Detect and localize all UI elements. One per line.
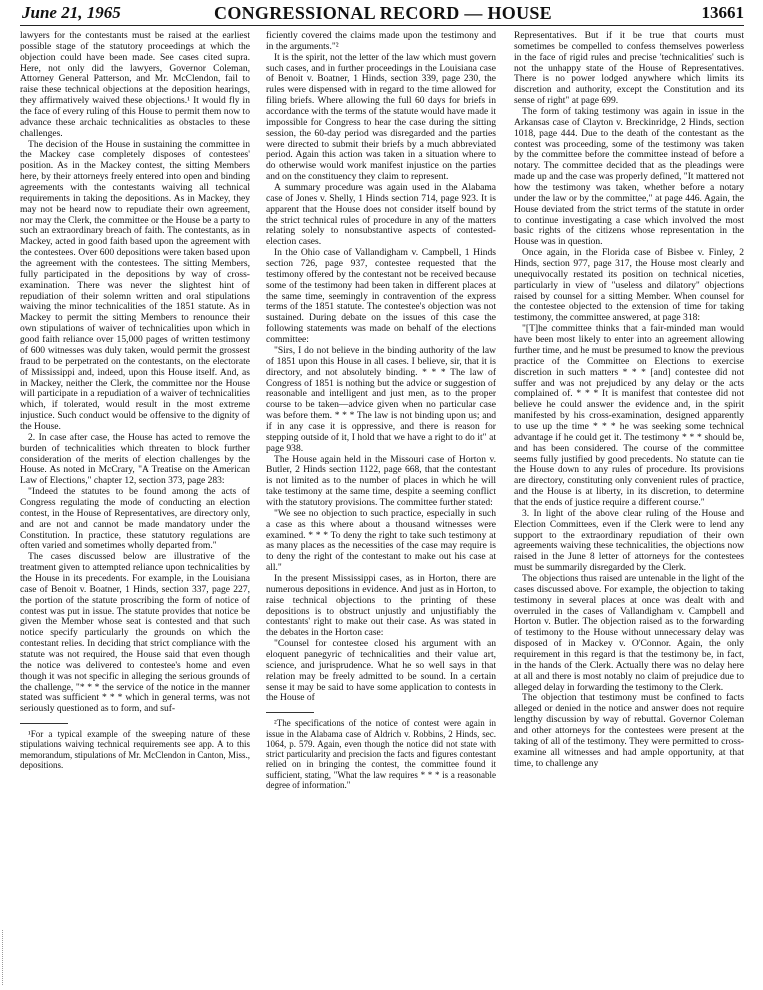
paragraph: A summary procedure was again used in the Alabama case of Jones v. Shelly, 1 Hinds section 714, page 923. It is apparent that the House does not consider itself bound by the strict technical rules of procedure in any of the matters relating solely to nonsubstantive aspects of contested-election cases. xyxy=(266,182,496,248)
paragraph: The objection that testimony must be confined to facts alleged or denied in the notice and answer does not require lengthy discussion by way of rebuttal. Governor Coleman and other attorneys for the contestees were present at the taking of all of the testimony. They were permitted to cross-examine all witnesses and had ample opportunity, at that time, to challenge any xyxy=(514,692,744,769)
paragraph: The objections thus raised are untenable in the light of the cases discussed above. For example, the objection to taking testimony in several places at once was dealt with and overruled in the cases of Vallandigham v. Campbell and Horton v. Butler. The objection raised as to the forwarding of testimony to the House without unnecessary delay was disposed of in Mackey v. O'Connor. Again, the only requirement in this regard is that the testimony be, in fact, in the hands of the Clerk. Actually there was no delay here at all and there is most notably no claim of prejudice due to alleged delay in forwarding the testimony to the Clerk. xyxy=(514,572,744,693)
quotation: "We see no objection to such practice, especially in such a case as this where about a thousand witnesses were examined. * * * To deny the right to take such testimony at as many places as the necessities of the case may require is to deny the right of the contestant to make out his case at all." xyxy=(266,507,496,574)
paragraph: The cases discussed below are illustrative of the treatment given to attempted reliance upon technicalities by the House in its precedents. For example, in the Louisiana case of Benoit v. Boatner, 1 Hinds, section 337, page 227, the portion of the statute proscribing the form of notice of contest was put in issue. The statute provides that notice be given the Member whose seat is contested and that such notice specify particularly the grounds on which the contestant relies. In deciding that strict compliance with the statute was not required, the House said that even though the notice was delivered to contestee's home and even though it was not specific in alleging the serious grounds of the challenge, "* * * the service of the notice in the manner stated was sufficient * * * which in general terms, was not seriously questioned as to form, and suf- xyxy=(20,551,250,715)
footnote-rule xyxy=(20,723,68,724)
paragraph: The form of taking testimony was again in issue in the Arkansas case of Clayton v. Breckinridge, 2 Hinds, section 1018, page 444. Due to the death of the contestant as the contest was proceeding, some of the testimony was taken by the committee before the committee instead of before a notary. The committee decided that as the pleadings were made up and the case was properly defined, "It mattered not how the testimony was taken, whether before a notary under the law or by the committee," at page 446. Again, the House deviated from the strict terms of the statute in order to continue investigating a case which involved the most basic rights of the citizens whose representation in the House was in question. xyxy=(514,106,744,248)
quotation: "Indeed the statutes to be found among the acts of Congress regulating the mode of conducting an election contest, in the House of Representatives, are directory only, and are not and cannot be made mandatory under the Constitution. In practice, these statutory regulations are often varied and sometimes wholly departed from." xyxy=(20,486,250,552)
scan-margin-mark xyxy=(2,930,9,985)
paragraph: In the present Mississippi cases, as in Horton, there are numerous depositions in evidence. And just as in Horton, to raise technical objections to the printing of these depositions is to obstruct unjustly and unjustifiably the contestants' right to make out their case. As was stated in the debates in the Horton case: xyxy=(266,572,496,639)
footnote: ²The specifications of the notice of contest were again in issue in the Alabama case of Aldrich v. Robbins, 2 Hinds, sec. 1064, p. 579. Again, even though the notice did not state with strict particularity and precision the facts and figures contestant relied on in bringing the contest, the committee found it sufficient, stating, "What the law requires * * * is a reasonable degree of information." xyxy=(266,718,496,791)
column-1 xyxy=(20,31,250,986)
header-date: June 21, 1965 xyxy=(22,3,121,22)
quotation: "[T]he committee thinks that a fair-minded man would have been most likely to enter into an agreement allowing further time, and he must be presumed to know the previous practice of the Committee on Elections to exercise discretion in such matters * * * [and] contestee did not suffer and was not prejudiced by any delay or the acts complained of. * * * It is manifest that contestee did not believe he could answer the evidence and, in the spirit manifested by his cross-examination, designed apparently to use up the time * * * he was seeking some technical advantage if he could get it. The testimony * * * should be, and has been considered. The course of the committee seems fully justified by good precedents. No statute can tie the House down to any rules of procedure. Its provisions are directory, constituting only convenient rules of practice, and the House is at liberty, in its discretion, to determine that the ends of justice require a different course." xyxy=(514,323,744,508)
paragraph: The House again held in the Missouri case of Horton v. Butler, 2 Hinds section 1122, page 668, that the contestant is not limited as to the number of places in which he will take testimony at the same time, despite a seeming conflict with the statutory provisions. The committee further stated: xyxy=(266,453,496,508)
header-title: CONGRESSIONAL RECORD — HOUSE xyxy=(214,3,552,23)
paragraph: Representatives. But if it be true that courts must sometimes be compelled to confess themselves powerless in the face of rigid rules and precise 'technicalities' such is not the unhappy state of the House of Representatives. There is no power lodged anywhere which limits its discretion and authority, except the Constitution and its sense of right" at page 699. xyxy=(514,31,744,107)
column-2 xyxy=(266,31,496,986)
footnote-rule xyxy=(266,712,314,713)
paragraph: It is the spirit, not the letter of the law which must govern such cases, and in further proceedings in the Louisiana case of Benoit v. Boatner, 1 Hinds, section 339, page 230, the rules were dispensed with in regard to the time allowed for filing briefs. Where allowing the full 60 days for briefs in accordance with the terms of the statute would have made it impossible for Congress to hear the case during the sitting session, the 60-day period was disregarded and the parties were directed to submit their briefs by a much abbreviated period. Again this action was taken in a situation where to do otherwise would work manifest injustice on the parties and on the constituency they claim to represent. xyxy=(266,51,496,183)
header-rule xyxy=(20,25,744,26)
page-header xyxy=(22,3,744,25)
footnote: ¹For a typical example of the sweeping nature of these stipulations waiving technical requirements see app. A to this memorandum, stipulations of Mr. McClendon in Canton, Miss., depositions. xyxy=(20,729,250,771)
column-3 xyxy=(514,31,744,986)
paragraph: In the Ohio case of Vallandigham v. Campbell, 1 Hinds section 726, page 937, contestee requested that the testimony offered by the contestant not be received because some of the testimony had been taken in different places at the same time, seemingly in contravention of the express terms of the 1851 statute. The contestee's objection was not sustained. During debate on the issues of this case the following statements was made on behalf of the elections committee: xyxy=(266,247,496,346)
quotation: "Counsel for contestee closed his argument with an eloquent panegyric of technicalities and their value art, science, and jurisprudence. What he so well says in that relation may be freely admitted to be sound. In a certain sense it may be said to have some application to contests in the House of xyxy=(266,638,496,704)
paragraph: The decision of the House in sustaining the committee in the Mackey case completely disposes of contestees' position. As in the Mackey contest, the sitting Members here, by their attorneys freely entered into open and binding agreements with the contestants waiving all technical requirements in taking the depositions. As in Mackey, they may not be heard now to repudiate their own agreement, nor may the Clerk, the committee or the House be a party to such an extraordinary breach of faith. The contestants, as in Mackey, acted in good faith based upon the agreement with the contestees. Over 600 depositions were taken based upon the agreement with the contestees. The sitting Members, fully participated in the depositions by way of cross-examination. There was never the slightest hint of repudiation of their solemn written and oral stipulations waiving the minor technicalities of the 1851 statute. As in Mackey to permit the sitting Members to renounce their own stipulations of waiver of technicalities upon which in good faith reliance over 15,000 pages of written testimony of 600 witnesses was duly taken, would permit the grossest fraud to be perpetrated on the contestants, on the electorate of Mississippi and, indeed, upon this House itself. And, as in Mackey, neither the Clerk, the committee nor the House will participate in a repudiation of a waiver of technicalities which, if tolerated, would result in the most extreme injustice. Such conduct would be offensive to the dignity of the House. xyxy=(20,138,250,432)
paragraph: ficiently covered the claims made upon the testimony and in the arguments."² xyxy=(266,31,496,52)
paragraph: 3. In light of the above clear ruling of the House and Election Committees, even if the Clerk were to lend any support to the extraordinary repudiation of their own agreements waiving these technicalities, the objections now raised in the June 8 letter of attorneys for the contestees must be summarily disregarded by the Clerk. xyxy=(514,507,744,574)
paragraph: Once again, in the Florida case of Bisbee v. Finley, 2 Hinds, section 977, page 317, the House most clearly and unequivocally restated its position on technical niceties, particularly in view of "useless and dilatory" objections raised by counsel for a sitting Member. When counsel for the contestee objected to the extension of time for taking testimony, the committee answered, at page 318: xyxy=(514,247,744,324)
paragraph: 2. In case after case, the House has acted to remove the burden of technicalities which threaten to block further consideration of the merits of election challenges by the House. As noted in McCrary, "A Treatise on the American Law of Elections," chapter 12, section 373, page 283: xyxy=(20,431,250,487)
quotation: "Sirs, I do not believe in the binding authority of the law of 1851 upon this House in all cases. I believe, sir, that it is directory, and not absolutely binding. * * * The law of Congress of 1851 is nothing but the advice or suggestion of reasonable and intelligent and just men, as to the proper course to be taken—advice given when no particular case was before them. * * * The law is not binding upon us; and if in any case it is oppressive, and there is reason for stepping outside of it, I hold that we have a right to do it" at page 938. xyxy=(266,344,496,454)
paragraph: lawyers for the contestants must be raised at the earliest possible stage of the statutory proceedings at which the objection could have been made. See cases cited supra. Here, not only did the lawyers, Governor Coleman, Attorney General Patterson, and Mr. McClendon, fail to raise these technical objections at the deposition hearings, they affirmatively waived these objections.¹ It would fly in the face of every ruling of this House to permit them now to advance these archaic technicalities as obstacles to these challenges. xyxy=(20,31,250,139)
header-page-number: 13661 xyxy=(701,3,744,22)
